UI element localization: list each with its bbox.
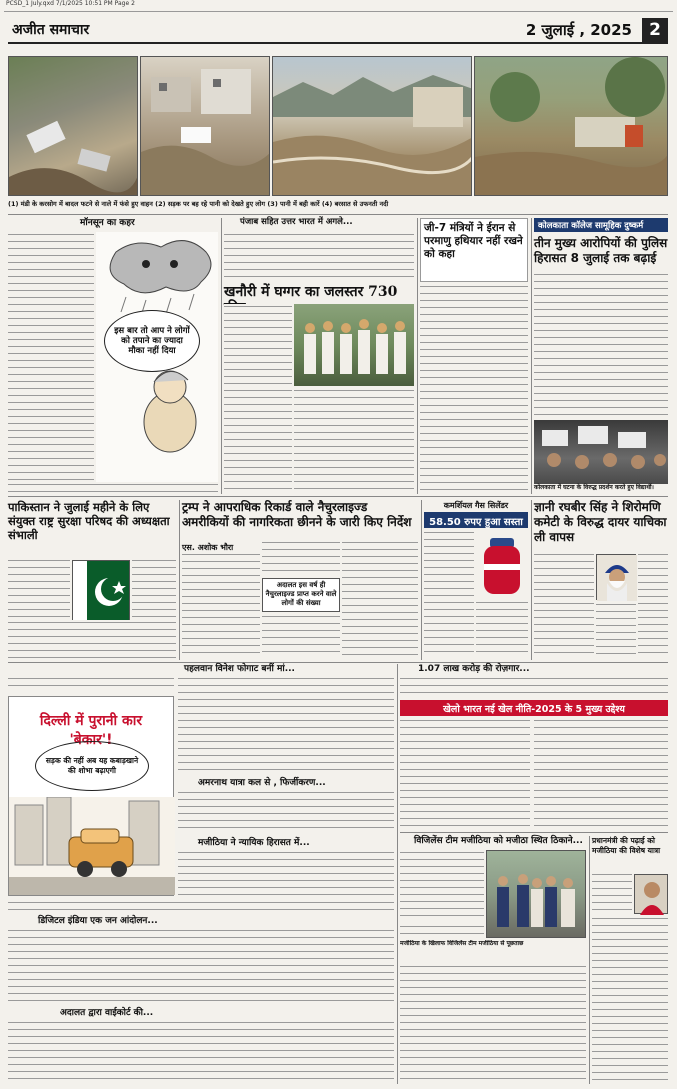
monsoon-cartoon xyxy=(96,232,218,482)
lpg-cylinder-image xyxy=(476,530,528,598)
photo-landslide-cars xyxy=(8,56,138,196)
majithia-raid-body-left xyxy=(400,850,484,922)
trump-quote-box xyxy=(262,578,340,612)
kolkata-protest-photo xyxy=(534,420,668,484)
newspaper-name: अजीत समाचार xyxy=(12,22,90,38)
khelo-headline: खेलो भारत नई खेल नीति-2025 के 5 मुख्य उद्देश्य xyxy=(400,700,668,716)
rasbir-body-mid xyxy=(596,602,636,658)
jobs-body xyxy=(400,676,668,698)
rasbir-body-left xyxy=(534,552,594,658)
delhi-car-graphic xyxy=(8,696,174,896)
majithia-raid-body-bottom xyxy=(400,964,586,1080)
jobs-headline: 1.07 लाख करोड़ की रोज़गार... xyxy=(418,664,530,674)
trump-quote: अदालत इस वर्ष ही नैचुरलाइज्ड प्राप्त करने वाले लोगों की संख्या xyxy=(265,581,337,607)
adalat-headline: अदालत द्वारा वाईकोर्ट की... xyxy=(60,1008,154,1018)
monsoon-kicker: मॉनसून का कहर xyxy=(80,218,135,228)
cartoon-speech-bubble xyxy=(104,310,200,372)
kolkata-photo-caption: कोलकाता में घटना के विरुद्ध प्रदर्शन करते हुए विद्यार्थी। xyxy=(534,484,654,491)
kolkata-tag: कोलकाता कॉलेज सामूहिक दुष्कर्म xyxy=(534,218,668,232)
vinesh-headline: पहलवान विनेश फोगाट बनीं मां... xyxy=(184,664,295,674)
delhi-car-bubble xyxy=(35,741,149,791)
majithia-raid-headline: विजिलेंस टीम मजीठिया को मजीठा स्थित ठिकाने... xyxy=(414,836,583,846)
trump-body-mid-bottom xyxy=(262,614,340,658)
majithia-raid-body-mid xyxy=(400,924,484,938)
trump-body-right xyxy=(342,540,418,658)
trump-body-mid-top xyxy=(262,540,340,576)
pm-scheme-portrait xyxy=(634,874,668,914)
photo-river-flood xyxy=(272,56,472,196)
issue-date: 2 जुलाई , 2025 xyxy=(525,21,632,39)
rasbir-portrait xyxy=(596,554,636,600)
khelo-body-right xyxy=(534,718,668,830)
majithia-raid-photo xyxy=(486,850,586,938)
amarnath-body-text xyxy=(178,790,394,834)
pm-scheme-body-top xyxy=(592,872,632,912)
pakistan-body-bottom xyxy=(8,620,176,658)
kolkata-headline: तीन मुख्य आरोपियों की पुलिस हिरासत 8 जुलाई तक बढ़ाई xyxy=(534,236,668,265)
cartoon-speech-text: इस बार तो आप ने लोगों को तपाने का ज्यादा मौका नहीं दिया xyxy=(114,326,190,356)
rasbir-headline: ज्ञानी रघबीर सिंह ने शिरोमणि कमेटी के विरुद्ध दायर याचिका ली वापस xyxy=(534,500,667,544)
punjab-body-text xyxy=(224,232,414,282)
pm-scheme-body xyxy=(592,916,668,1080)
page-number: 2 xyxy=(642,18,668,42)
g7-headline: जी-7 मंत्रियों ने ईरान से परमाणु हथियार नहीं रखने को कहा xyxy=(424,222,523,260)
pakistan-body-right-top xyxy=(132,558,176,618)
khelo-body-left xyxy=(400,718,530,830)
pakistan-body-left-top xyxy=(8,558,70,618)
kolkata-body-text xyxy=(534,272,668,420)
digital-india-headline: डिजिटल इंडिया एक जन आंदोलन... xyxy=(38,916,158,926)
pakistan-flag xyxy=(72,560,130,622)
lpg-body-right xyxy=(476,600,528,658)
delhi-car-subtitle: सड़क की नहीं अब यह कबाड़खाने की शोभा बढ़ाएगी xyxy=(45,756,139,775)
majithia-raid-caption: मजीठिया के खिलाफ विजिलेंस टीम मजीठिया से पूछताछ xyxy=(400,940,524,947)
khanauri-headline: खनौरी में घग्गर का जलस्तर 730 xyxy=(224,284,398,300)
lpg-body-left-bottom xyxy=(424,572,474,658)
pm-scheme-headline: प्रधानमंत्री की पढ़ाई को मजीठिया की विशेष यात्रा xyxy=(592,836,661,855)
khanauri-body-right xyxy=(294,388,414,494)
digital-india-body xyxy=(8,928,394,1004)
khanauri-body-left xyxy=(224,304,292,494)
majithia-body-text xyxy=(178,850,394,904)
amarnath-headline: अमरनाथ यात्रा कल से , फिर्जीकरण... xyxy=(198,778,326,788)
monsoon-body-text xyxy=(8,232,94,482)
trump-body-left xyxy=(182,552,260,658)
pakistan-headline: पाकिस्तान ने जुलाई महीने के लिए संयुक्त राष्ट्र सुरक्षा परिषद की अध्यक्षता संभाली xyxy=(8,500,170,542)
majithia-body-cont xyxy=(8,900,394,914)
photo-flooded-houses xyxy=(140,56,270,196)
photo-truck-crossing-water xyxy=(474,56,668,196)
photo-caption: (1) मंडी के करसोग में बादल फटने से नाले में फंसे हुए वाहन (2) सड़क पर बह रहे पानी को देखते हुए लोग (3) पानी में बही कारें (4) बरसात से उफनती नदी xyxy=(8,200,389,208)
punjab-kicker: पंजाब सहित उत्तर भारत में अगले... xyxy=(240,217,353,227)
vinesh-body-text xyxy=(178,676,394,774)
trump-byline: एस. अशोक भौरा xyxy=(182,543,234,552)
majithia-headline: मजीठिया ने न्यायिक हिरासत में... xyxy=(198,838,310,848)
lpg-headline: 58.50 रुपए हुआ सस्ता xyxy=(424,512,528,528)
khanauri-photo xyxy=(294,304,414,386)
adalat-body xyxy=(8,1020,394,1080)
monsoon-cartoon-credit xyxy=(8,482,218,494)
lpg-tag: कमर्शियल गैस सिलेंडर xyxy=(443,501,509,510)
vinesh-body-top xyxy=(8,676,174,692)
lpg-body-left-top xyxy=(424,530,474,570)
masthead xyxy=(8,18,668,44)
g7-headline-box xyxy=(420,218,528,282)
delhi-car-title: दिल्ली में पुरानी कार 'बेकार'! xyxy=(39,713,143,748)
g7-body-text xyxy=(420,284,528,494)
rasbir-body-right xyxy=(638,552,668,658)
page-meta-line: PCSD_1 July.qxd 7/1/2025 10:51 PM Page 2 xyxy=(4,0,673,12)
trump-headline: ट्रम्प ने आपराधिक रिकार्ड वाले नैचुरलाइज्ड अमरीकियों की नागरिकता छीनने के जारी किए निर्देश xyxy=(182,500,412,529)
